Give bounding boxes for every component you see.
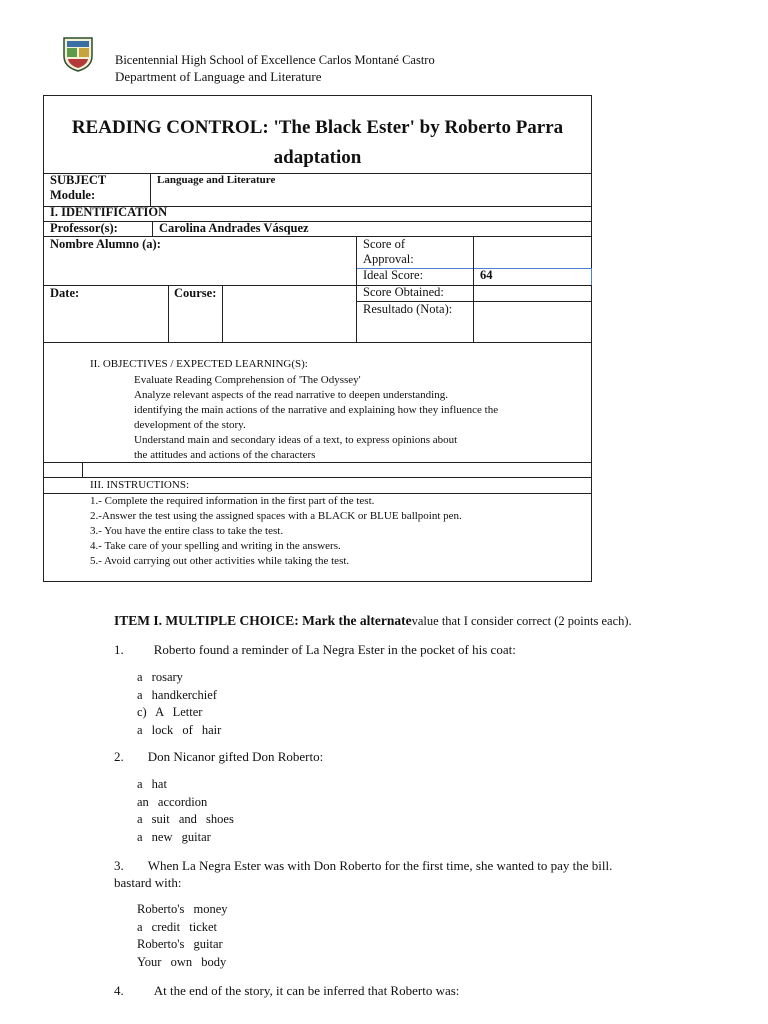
bullet-glyph	[114, 373, 134, 388]
department-name: Department of Language and Literature	[115, 69, 322, 84]
professor-value: Carolina Andrades Vásquez	[159, 221, 309, 235]
option[interactable]: Your own body	[137, 954, 227, 969]
objective-item: Evaluate Reading Comprehension of 'The Odyssey'	[114, 373, 574, 388]
option[interactable]: a handkerchief	[137, 687, 217, 702]
instruction-item: 3.- You have the entire class to take the test.	[90, 525, 284, 537]
option[interactable]: Roberto's money	[137, 902, 228, 916]
subject-value: Language and Literature	[157, 174, 276, 186]
option[interactable]: c) A Letter	[137, 705, 203, 719]
question-2: 2. Don Nicanor gifted Don Roberto:	[114, 749, 324, 764]
bullet-glyph	[114, 388, 134, 433]
instruction-item: 1.- Complete the required information in the first part of the test.	[90, 495, 375, 507]
objectives-heading: II. OBJECTIVES / EXPECTED LEARNING(S):	[90, 358, 308, 370]
option[interactable]: an accordion	[137, 794, 208, 809]
bullet-glyph	[114, 433, 134, 463]
date-label: Date:	[50, 286, 80, 300]
course-label: Course:	[174, 286, 217, 300]
document-title	[43, 113, 592, 173]
title-line-1: READING CONTROL: 'The Black Ester' by Roberto Parra	[71, 117, 564, 138]
title-line-2: adaptation	[273, 147, 362, 168]
instructions-heading: III. INSTRUCTIONS:	[90, 479, 189, 491]
option[interactable]: a rosary	[137, 670, 183, 684]
question-1-options	[137, 669, 221, 739]
school-name: Bicentennial High School of Excellence Carlos Montané Castro	[115, 53, 435, 67]
option[interactable]: a lock of hair	[137, 722, 222, 737]
ideal-score-value: 64	[480, 268, 493, 282]
identification-heading: I. IDENTIFICATION	[50, 205, 168, 219]
student-name-label: Nombre Alumno (a):	[50, 237, 161, 251]
question-2-options	[137, 776, 234, 846]
objectives-list	[114, 373, 574, 463]
school-crest-logo	[62, 36, 94, 72]
option[interactable]: a hat	[137, 777, 167, 791]
instruction-item: 2.-Answer the test using the assigned spaces with a BLACK or BLUE ballpoint pen.	[90, 510, 462, 522]
instruction-item: 5.- Avoid carrying out other activities while taking the test.	[90, 555, 350, 567]
result-grade-label: Resultado (Nota):	[363, 302, 453, 316]
option[interactable]: a suit and shoes	[137, 812, 234, 826]
subject-label: SUBJECT Module:	[50, 173, 107, 202]
option[interactable]: a credit ticket	[137, 919, 218, 934]
question-3-options	[137, 901, 228, 971]
question-1: 1. Roberto found a reminder of La Negra Ester in the pocket of his coat:	[114, 642, 516, 657]
option[interactable]: Roberto's guitar	[137, 937, 223, 951]
ideal-score-label: Ideal Score:	[363, 268, 424, 282]
option[interactable]: a new guitar	[137, 829, 211, 844]
question-3: 3. When La Negra Ester was with Don Roberto for the first time, she wanted to pay the bill. bastard with:	[114, 858, 613, 890]
objective-item: Analyze relevant aspects of the read narrative to deepen understanding. identifying the main actions of the narrative and explaining how they influence the development of the story.	[114, 388, 574, 433]
instructions-list	[90, 494, 462, 569]
score-approval-label: Score of Approval:	[363, 237, 414, 266]
professor-label: Professor(s):	[50, 221, 118, 235]
question-4: 4. At the end of the story, it can be inferred that Roberto was:	[114, 983, 460, 998]
objective-item: Understand main and secondary ideas of a text, to express opinions about the attitudes and actions of the characters	[114, 433, 574, 463]
score-obtained-label: Score Obtained:	[363, 285, 444, 299]
instruction-item: 4.- Take care of your spelling and writing in the answers.	[90, 540, 341, 552]
item-1-heading: ITEM I. MULTIPLE CHOICE: Mark the alternatevalue that I consider correct (2 points each).	[114, 613, 632, 628]
